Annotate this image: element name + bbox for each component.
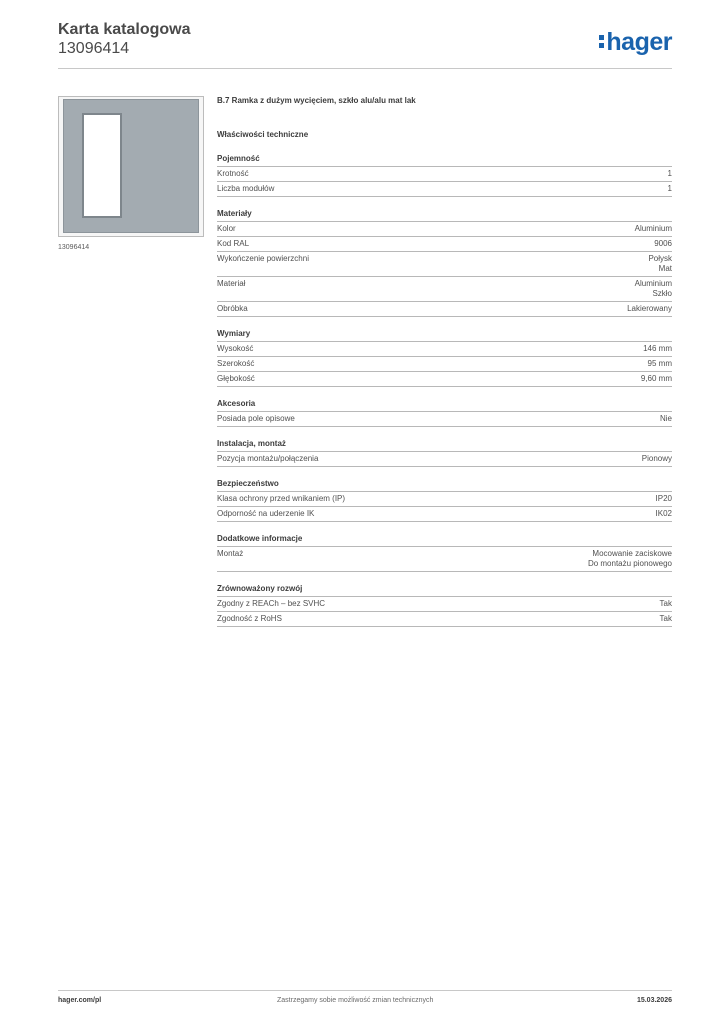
spec-section — [217, 479, 672, 522]
spec-label: Obróbka — [217, 304, 248, 313]
section-title: Materiały — [217, 209, 672, 222]
spec-row — [217, 507, 672, 522]
spec-label: Kolor — [217, 224, 236, 233]
spec-value — [660, 614, 672, 624]
technical-properties-heading: Właściwości techniczne — [217, 130, 309, 139]
spec-row — [217, 492, 672, 507]
spec-value-line: Aluminium — [634, 279, 672, 288]
spec-label: Klasa ochrony przed wnikaniem (IP) — [217, 494, 346, 503]
spec-value — [648, 359, 672, 369]
spec-value — [668, 184, 672, 194]
spec-value-line: Aluminium — [634, 224, 672, 233]
spec-sections — [217, 154, 672, 627]
footer-divider — [58, 990, 672, 991]
spec-value-line: 9006 — [654, 239, 672, 248]
spec-label: Odporność na uderzenie IK — [217, 509, 315, 518]
spec-value-line: Tak — [659, 614, 672, 623]
product-name: B.7 Ramka z dużym wycięciem, szkło alu/alu mat lak — [217, 96, 416, 105]
document-number: 13096414 — [58, 40, 130, 57]
spec-value-line: Szkło — [652, 289, 672, 298]
spec-value — [656, 509, 672, 519]
spec-value-line: 1 — [667, 169, 672, 178]
spec-value-line: 146 mm — [643, 344, 672, 353]
frame-cutout — [82, 113, 122, 218]
spec-row — [217, 167, 672, 182]
section-title: Dodatkowe informacje — [217, 534, 672, 547]
spec-label: Zgodny z REACh – bez SVHC — [217, 599, 326, 608]
spec-row — [217, 277, 672, 302]
spec-value-line: IP20 — [655, 494, 672, 503]
spec-row — [217, 252, 672, 277]
spec-label: Szerokość — [217, 359, 255, 368]
spec-value — [660, 414, 672, 424]
spec-row — [217, 302, 672, 317]
section-title: Wymiary — [217, 329, 672, 342]
spec-value — [588, 549, 672, 569]
spec-label: Montaż — [217, 549, 244, 558]
spec-value-line: Mat — [658, 264, 672, 273]
spec-value — [643, 344, 672, 354]
spec-label: Głębokość — [217, 374, 255, 383]
spec-content — [217, 96, 672, 627]
product-image — [58, 96, 204, 237]
frame-image — [63, 99, 199, 233]
spec-row — [217, 612, 672, 627]
footer-website[interactable]: hager.com/pl — [58, 997, 102, 1004]
section-title: Akcesoria — [217, 399, 672, 412]
spec-row — [217, 342, 672, 357]
spec-value-line: Mocowanie zaciskowe — [592, 549, 672, 558]
spec-label: Kod RAL — [217, 239, 250, 248]
spec-label: Materiał — [217, 279, 246, 288]
spec-value — [642, 454, 672, 464]
spec-section — [217, 329, 672, 387]
spec-row — [217, 237, 672, 252]
spec-value — [654, 239, 672, 249]
spec-label: Pozycja montażu/połączenia — [217, 454, 319, 463]
spec-section — [217, 154, 672, 197]
spec-value-line: 9,60 mm — [640, 374, 672, 383]
spec-row — [217, 182, 672, 197]
spec-value-line: Pionowy — [641, 454, 672, 463]
spec-row — [217, 222, 672, 237]
spec-value — [648, 254, 672, 274]
spec-value-line: Połysk — [648, 254, 672, 263]
spec-value-line: Tak — [659, 599, 672, 608]
spec-value — [660, 599, 672, 609]
document-title: Karta katalogowa — [58, 21, 191, 38]
section-title: Pojemność — [217, 154, 672, 167]
section-title: Instalacja, montaż — [217, 439, 672, 452]
logo-text: hager — [606, 28, 672, 56]
hager-logo — [599, 28, 672, 56]
spec-value — [668, 169, 672, 179]
spec-section — [217, 209, 672, 317]
spec-section — [217, 534, 672, 572]
spec-label: Liczba modułów — [217, 184, 275, 193]
spec-row — [217, 547, 672, 572]
spec-value — [635, 279, 672, 299]
spec-label: Zgodność z RoHS — [217, 614, 282, 623]
spec-value — [641, 374, 672, 384]
spec-row — [217, 357, 672, 372]
spec-label: Krotność — [217, 169, 249, 178]
section-title: Bezpieczeństwo — [217, 479, 672, 492]
spec-value — [635, 224, 672, 234]
spec-section — [217, 399, 672, 427]
spec-value — [627, 304, 672, 314]
spec-row — [217, 372, 672, 387]
spec-label: Posiada pole opisowe — [217, 414, 295, 423]
spec-value-line: IK02 — [655, 509, 672, 518]
spec-value-line: Lakierowany — [627, 304, 672, 313]
image-caption: 13096414 — [58, 244, 90, 251]
spec-label: Wysokość — [217, 344, 254, 353]
spec-section — [217, 584, 672, 627]
footer-date: 15.03.2026 — [636, 997, 672, 1004]
spec-value — [656, 494, 672, 504]
spec-value-line: Do montażu pionowego — [587, 559, 672, 568]
spec-section — [217, 439, 672, 467]
spec-value-line: 95 mm — [647, 359, 672, 368]
spec-row — [217, 597, 672, 612]
spec-value-line: 1 — [667, 184, 672, 193]
logo-dots-icon — [599, 32, 604, 49]
spec-value-line: Nie — [659, 414, 672, 423]
spec-row — [217, 412, 672, 427]
spec-label: Wykończenie powierzchni — [217, 254, 309, 263]
section-title: Zrównoważony rozwój — [217, 584, 672, 597]
spec-row — [217, 452, 672, 467]
header-divider — [58, 68, 672, 69]
page-header — [58, 20, 672, 70]
footer-notice: Zastrzegamy sobie możliwość zmian technicznych — [277, 997, 434, 1004]
